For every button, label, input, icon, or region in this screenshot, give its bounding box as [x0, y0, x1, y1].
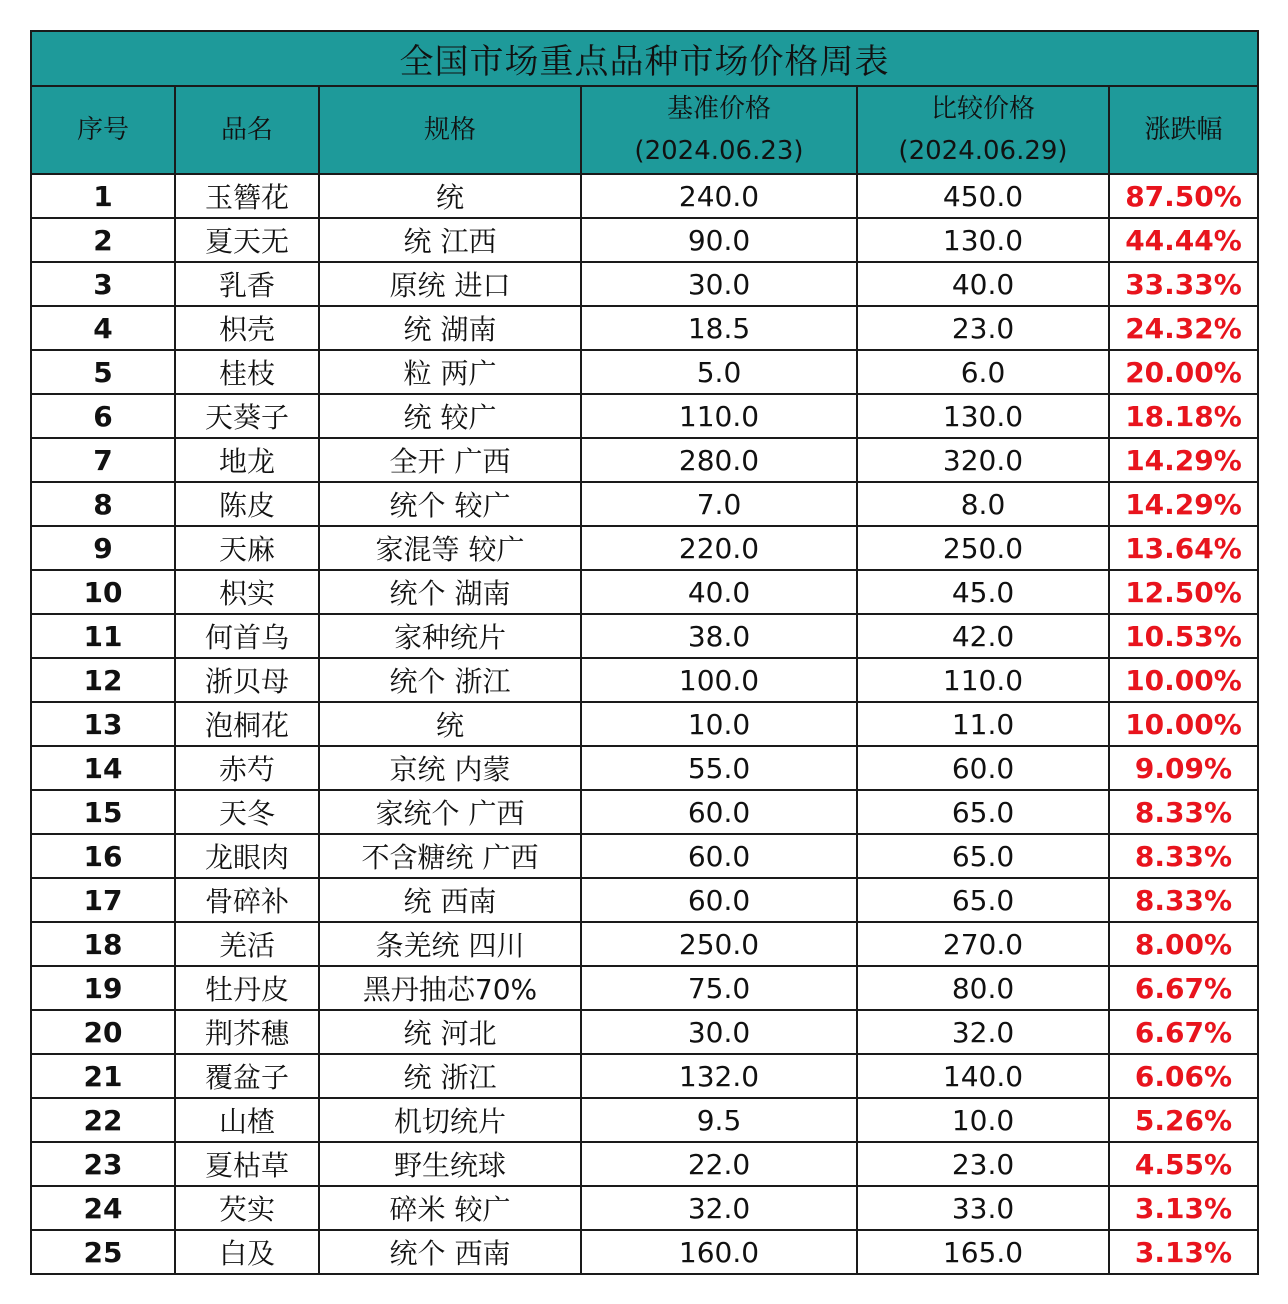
cell-spec: 统个 西南	[319, 1230, 581, 1274]
cell-spec: 统个 较广	[319, 482, 581, 526]
cell-base-price: 160.0	[581, 1230, 857, 1274]
cell-base-price: 220.0	[581, 526, 857, 570]
cell-spec: 粒 两广	[319, 350, 581, 394]
table-row	[31, 394, 1258, 438]
cell-compare-price: 80.0	[857, 966, 1109, 1010]
cell-compare-price: 10.0	[857, 1098, 1109, 1142]
header-spec: 规格	[319, 86, 581, 174]
cell-spec: 统个 浙江	[319, 658, 581, 702]
cell-index: 20	[31, 1010, 175, 1054]
cell-change: 6.06%	[1109, 1054, 1258, 1098]
header-compare-price-label: 比较价格	[930, 94, 1035, 124]
cell-name: 地龙	[175, 438, 319, 482]
cell-change: 10.53%	[1109, 614, 1258, 658]
cell-spec: 野生统球	[319, 1142, 581, 1186]
header-index: 序号	[31, 86, 175, 174]
cell-name: 天葵子	[175, 394, 319, 438]
cell-index: 10	[31, 570, 175, 614]
table-row	[31, 1054, 1258, 1098]
cell-name: 白及	[175, 1230, 319, 1274]
table-row	[31, 1098, 1258, 1142]
cell-index: 12	[31, 658, 175, 702]
cell-name: 枳实	[175, 570, 319, 614]
header-change: 涨跌幅	[1109, 86, 1258, 174]
cell-compare-price: 42.0	[857, 614, 1109, 658]
cell-name: 陈皮	[175, 482, 319, 526]
table-row	[31, 262, 1258, 306]
cell-name: 羌活	[175, 922, 319, 966]
table-row	[31, 570, 1258, 614]
cell-index: 25	[31, 1230, 175, 1274]
cell-index: 9	[31, 526, 175, 570]
price-table	[30, 30, 1259, 1275]
table-row	[31, 1142, 1258, 1186]
table-row	[31, 350, 1258, 394]
cell-spec: 家种统片	[319, 614, 581, 658]
cell-name: 山楂	[175, 1098, 319, 1142]
cell-index: 5	[31, 350, 175, 394]
cell-name: 荆芥穗	[175, 1010, 319, 1054]
cell-spec: 统 江西	[319, 218, 581, 262]
cell-change: 10.00%	[1109, 702, 1258, 746]
cell-compare-price: 140.0	[857, 1054, 1109, 1098]
price-table-container	[30, 30, 1257, 1275]
header-compare-date: (2024.06.29)	[898, 136, 1068, 166]
header-compare-price	[857, 86, 1109, 174]
cell-compare-price: 130.0	[857, 394, 1109, 438]
cell-compare-price: 130.0	[857, 218, 1109, 262]
table-row	[31, 746, 1258, 790]
cell-compare-price: 250.0	[857, 526, 1109, 570]
cell-index: 24	[31, 1186, 175, 1230]
cell-index: 21	[31, 1054, 175, 1098]
cell-change: 14.29%	[1109, 438, 1258, 482]
cell-change: 3.13%	[1109, 1230, 1258, 1274]
table-row	[31, 438, 1258, 482]
cell-base-price: 5.0	[581, 350, 857, 394]
table-row	[31, 526, 1258, 570]
cell-compare-price: 165.0	[857, 1230, 1109, 1274]
table-row	[31, 482, 1258, 526]
cell-base-price: 30.0	[581, 1010, 857, 1054]
cell-base-price: 30.0	[581, 262, 857, 306]
cell-base-price: 7.0	[581, 482, 857, 526]
cell-spec: 统 湖南	[319, 306, 581, 350]
cell-change: 8.33%	[1109, 834, 1258, 878]
cell-change: 8.00%	[1109, 922, 1258, 966]
cell-base-price: 60.0	[581, 834, 857, 878]
cell-spec: 统 浙江	[319, 1054, 581, 1098]
cell-index: 3	[31, 262, 175, 306]
cell-name: 何首乌	[175, 614, 319, 658]
table-row	[31, 658, 1258, 702]
cell-spec: 统 较广	[319, 394, 581, 438]
cell-name: 玉簪花	[175, 174, 319, 218]
cell-change: 8.33%	[1109, 790, 1258, 834]
table-row	[31, 790, 1258, 834]
cell-spec: 黑丹抽芯70%	[319, 966, 581, 1010]
cell-spec: 统 河北	[319, 1010, 581, 1054]
cell-index: 13	[31, 702, 175, 746]
cell-index: 1	[31, 174, 175, 218]
cell-name: 骨碎补	[175, 878, 319, 922]
cell-base-price: 22.0	[581, 1142, 857, 1186]
cell-compare-price: 11.0	[857, 702, 1109, 746]
cell-compare-price: 45.0	[857, 570, 1109, 614]
cell-change: 20.00%	[1109, 350, 1258, 394]
cell-change: 14.29%	[1109, 482, 1258, 526]
table-row	[31, 878, 1258, 922]
table-row	[31, 834, 1258, 878]
cell-base-price: 18.5	[581, 306, 857, 350]
cell-base-price: 60.0	[581, 790, 857, 834]
cell-compare-price: 8.0	[857, 482, 1109, 526]
cell-compare-price: 60.0	[857, 746, 1109, 790]
cell-name: 牡丹皮	[175, 966, 319, 1010]
cell-name: 赤芍	[175, 746, 319, 790]
cell-compare-price: 65.0	[857, 790, 1109, 834]
table-row	[31, 1010, 1258, 1054]
cell-spec: 京统 内蒙	[319, 746, 581, 790]
cell-name: 天冬	[175, 790, 319, 834]
cell-name: 浙贝母	[175, 658, 319, 702]
cell-name: 天麻	[175, 526, 319, 570]
cell-name: 芡实	[175, 1186, 319, 1230]
cell-index: 18	[31, 922, 175, 966]
cell-base-price: 75.0	[581, 966, 857, 1010]
cell-base-price: 100.0	[581, 658, 857, 702]
cell-compare-price: 320.0	[857, 438, 1109, 482]
cell-base-price: 55.0	[581, 746, 857, 790]
cell-change: 6.67%	[1109, 1010, 1258, 1054]
cell-spec: 家统个 广西	[319, 790, 581, 834]
header-base-price	[581, 86, 857, 174]
cell-compare-price: 270.0	[857, 922, 1109, 966]
cell-change: 12.50%	[1109, 570, 1258, 614]
cell-base-price: 9.5	[581, 1098, 857, 1142]
cell-index: 8	[31, 482, 175, 526]
cell-compare-price: 110.0	[857, 658, 1109, 702]
cell-compare-price: 23.0	[857, 1142, 1109, 1186]
cell-compare-price: 40.0	[857, 262, 1109, 306]
title-row	[31, 31, 1258, 86]
cell-base-price: 32.0	[581, 1186, 857, 1230]
cell-index: 17	[31, 878, 175, 922]
cell-change: 44.44%	[1109, 218, 1258, 262]
cell-base-price: 10.0	[581, 702, 857, 746]
cell-spec: 家混等 较广	[319, 526, 581, 570]
cell-base-price: 280.0	[581, 438, 857, 482]
cell-spec: 条羌统 四川	[319, 922, 581, 966]
cell-name: 夏枯草	[175, 1142, 319, 1186]
table-row	[31, 218, 1258, 262]
cell-index: 2	[31, 218, 175, 262]
table-row	[31, 922, 1258, 966]
cell-base-price: 90.0	[581, 218, 857, 262]
cell-change: 6.67%	[1109, 966, 1258, 1010]
cell-change: 33.33%	[1109, 262, 1258, 306]
cell-compare-price: 65.0	[857, 834, 1109, 878]
cell-base-price: 132.0	[581, 1054, 857, 1098]
cell-spec: 机切统片	[319, 1098, 581, 1142]
cell-spec: 全开 广西	[319, 438, 581, 482]
cell-index: 19	[31, 966, 175, 1010]
cell-spec: 统 西南	[319, 878, 581, 922]
header-name: 品名	[175, 86, 319, 174]
table-row	[31, 966, 1258, 1010]
cell-compare-price: 65.0	[857, 878, 1109, 922]
cell-base-price: 38.0	[581, 614, 857, 658]
cell-index: 4	[31, 306, 175, 350]
cell-base-price: 110.0	[581, 394, 857, 438]
cell-change: 24.32%	[1109, 306, 1258, 350]
cell-change: 4.55%	[1109, 1142, 1258, 1186]
cell-change: 9.09%	[1109, 746, 1258, 790]
cell-spec: 统	[319, 702, 581, 746]
table-title: 全国市场重点品种市场价格周表	[31, 31, 1258, 86]
cell-name: 覆盆子	[175, 1054, 319, 1098]
cell-change: 13.64%	[1109, 526, 1258, 570]
cell-base-price: 250.0	[581, 922, 857, 966]
cell-spec: 原统 进口	[319, 262, 581, 306]
cell-name: 龙眼肉	[175, 834, 319, 878]
cell-index: 22	[31, 1098, 175, 1142]
cell-index: 15	[31, 790, 175, 834]
cell-compare-price: 33.0	[857, 1186, 1109, 1230]
cell-index: 16	[31, 834, 175, 878]
cell-compare-price: 32.0	[857, 1010, 1109, 1054]
cell-index: 14	[31, 746, 175, 790]
cell-name: 泡桐花	[175, 702, 319, 746]
header-base-price-label: 基准价格	[666, 94, 771, 124]
cell-spec: 不含糖统 广西	[319, 834, 581, 878]
cell-spec: 统	[319, 174, 581, 218]
cell-base-price: 240.0	[581, 174, 857, 218]
cell-change: 87.50%	[1109, 174, 1258, 218]
cell-index: 11	[31, 614, 175, 658]
cell-name: 乳香	[175, 262, 319, 306]
cell-spec: 统个 湖南	[319, 570, 581, 614]
table-row	[31, 614, 1258, 658]
cell-change: 3.13%	[1109, 1186, 1258, 1230]
cell-change: 18.18%	[1109, 394, 1258, 438]
cell-change: 8.33%	[1109, 878, 1258, 922]
cell-base-price: 60.0	[581, 878, 857, 922]
cell-index: 23	[31, 1142, 175, 1186]
cell-name: 枳壳	[175, 306, 319, 350]
table-row	[31, 702, 1258, 746]
cell-compare-price: 6.0	[857, 350, 1109, 394]
cell-name: 夏天无	[175, 218, 319, 262]
cell-change: 10.00%	[1109, 658, 1258, 702]
cell-spec: 碎米 较广	[319, 1186, 581, 1230]
table-row	[31, 174, 1258, 218]
cell-change: 5.26%	[1109, 1098, 1258, 1142]
cell-name: 桂枝	[175, 350, 319, 394]
header-row	[31, 86, 1258, 174]
cell-index: 7	[31, 438, 175, 482]
table-body	[31, 174, 1258, 1274]
table-row	[31, 1186, 1258, 1230]
header-base-date: (2024.06.23)	[634, 136, 804, 166]
cell-compare-price: 450.0	[857, 174, 1109, 218]
cell-index: 6	[31, 394, 175, 438]
cell-compare-price: 23.0	[857, 306, 1109, 350]
table-row	[31, 1230, 1258, 1274]
cell-base-price: 40.0	[581, 570, 857, 614]
table-row	[31, 306, 1258, 350]
